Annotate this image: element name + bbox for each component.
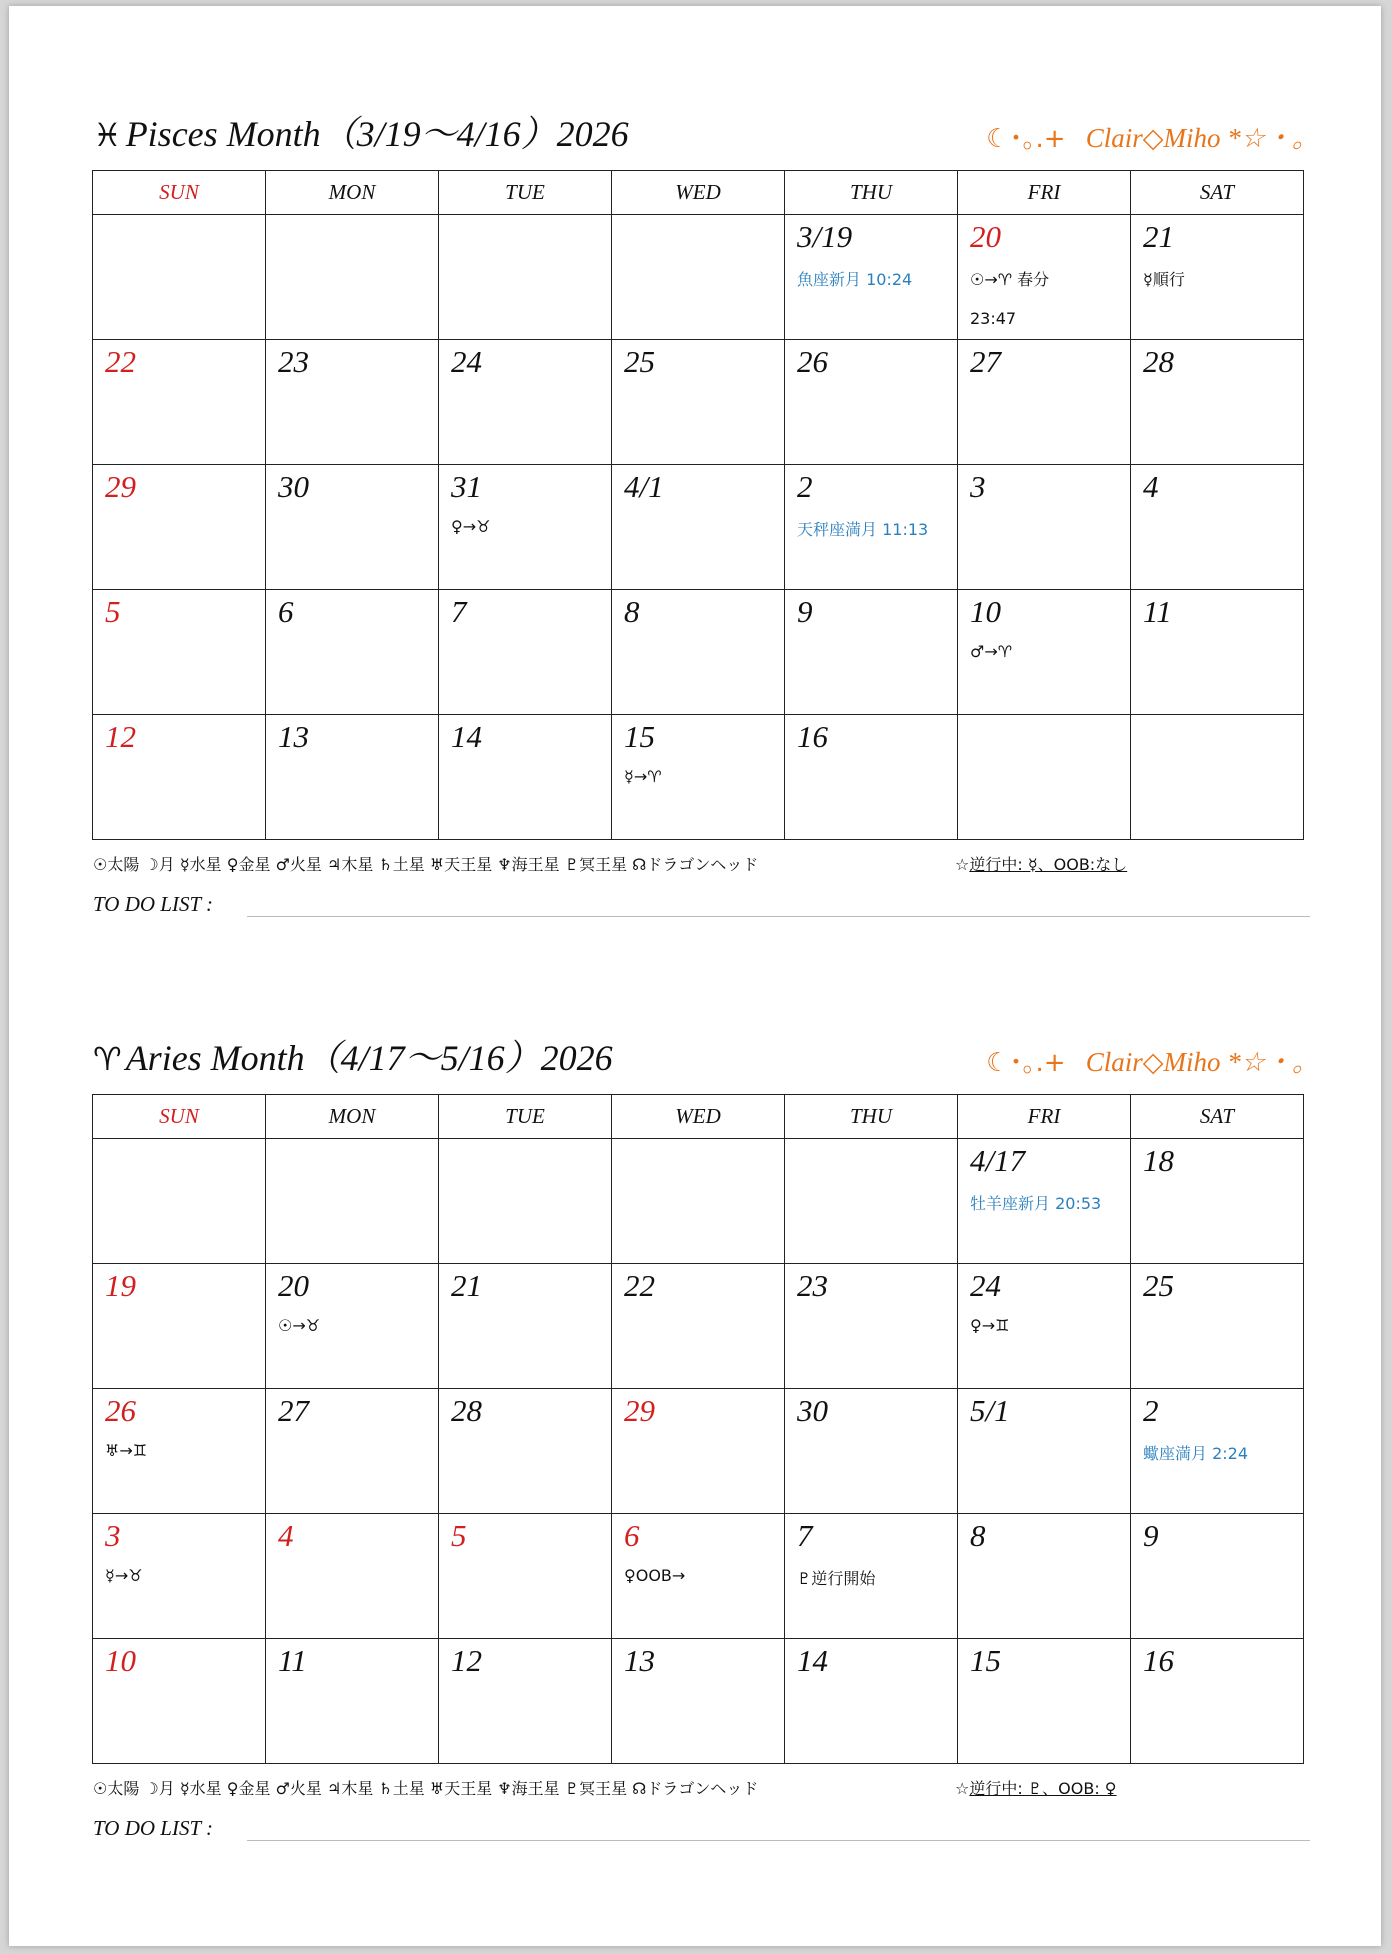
day-number: 15 xyxy=(970,1643,1001,1678)
day-cell xyxy=(266,1264,439,1389)
brand-signature xyxy=(986,116,1319,155)
day-note: ♀→♊ xyxy=(970,1316,1010,1335)
week-row xyxy=(93,465,1304,590)
day-number: 27 xyxy=(970,344,1001,379)
day-cell xyxy=(785,340,958,465)
day-note: 牡羊座新月 20:53 xyxy=(970,1194,1102,1213)
day-cell xyxy=(958,1264,1131,1389)
day-cell xyxy=(266,340,439,465)
day-number: 28 xyxy=(1143,344,1174,379)
day-cell xyxy=(958,465,1131,590)
day-number: 11 xyxy=(1143,594,1172,629)
day-number: 13 xyxy=(624,1643,655,1678)
day-cell xyxy=(439,1514,612,1639)
day-cell xyxy=(439,1139,612,1264)
day-cell xyxy=(1131,1389,1304,1514)
brand-text: Clair◇Miho *☆・。 xyxy=(1085,123,1319,153)
planet-legend: ☉太陽 ☽月 ☿水星 ♀金星 ♂火星 ♃木星 ♄土星 ♅天王星 ♆海王星 ♇冥王星 ☊ドラゴンヘッド xyxy=(93,855,759,874)
day-note: 魚座新月 10:24 xyxy=(797,270,913,289)
day-number: 10 xyxy=(970,594,1001,629)
weekday-header: THU xyxy=(785,171,958,215)
weekday-header: WED xyxy=(612,1095,785,1139)
weekday-header-row xyxy=(93,1095,1304,1139)
day-number: 2 xyxy=(797,469,813,504)
day-number: 25 xyxy=(1143,1268,1174,1303)
day-cell xyxy=(93,1389,266,1514)
retrograde-text: 逆行中: ♇、OOB: ♀ xyxy=(969,1779,1117,1798)
day-number: 12 xyxy=(451,1643,482,1678)
day-cell xyxy=(439,465,612,590)
day-number: 25 xyxy=(624,344,655,379)
day-number: 9 xyxy=(1143,1518,1159,1553)
day-cell xyxy=(93,1514,266,1639)
day-cell xyxy=(266,1389,439,1514)
calendar-body xyxy=(93,1139,1304,1764)
weekday-header: WED xyxy=(612,171,785,215)
day-cell xyxy=(612,340,785,465)
month-title-text: Aries Month（4/17〜5/16）2026 xyxy=(125,1038,613,1078)
day-cell xyxy=(93,1639,266,1764)
week-row xyxy=(93,215,1304,340)
day-cell xyxy=(93,1264,266,1389)
month-section-aries xyxy=(9,930,1381,1840)
day-cell xyxy=(785,1264,958,1389)
day-number: 24 xyxy=(970,1268,1001,1303)
star-icon: ☆ xyxy=(955,855,970,874)
day-cell xyxy=(785,1139,958,1264)
day-number: 12 xyxy=(105,719,136,754)
day-cell xyxy=(785,590,958,715)
day-number: 24 xyxy=(451,344,482,379)
day-number: 2 xyxy=(1143,1393,1159,1428)
day-number: 5 xyxy=(451,1518,467,1553)
day-cell xyxy=(266,1139,439,1264)
day-number: 16 xyxy=(1143,1643,1174,1678)
day-number: 27 xyxy=(278,1393,309,1428)
day-number: 5 xyxy=(105,594,121,629)
day-cell xyxy=(439,1264,612,1389)
day-number: 8 xyxy=(624,594,640,629)
day-number: 6 xyxy=(624,1518,640,1553)
day-cell xyxy=(785,715,958,840)
todo-line[interactable] xyxy=(247,1840,1310,1841)
day-cell xyxy=(1131,715,1304,840)
month-title xyxy=(93,1030,613,1081)
day-number: 20 xyxy=(970,219,1001,254)
day-number: 21 xyxy=(451,1268,482,1303)
month-title xyxy=(93,106,629,157)
weekday-header: MON xyxy=(266,1095,439,1139)
day-note: ☉→♉ xyxy=(278,1316,321,1335)
day-number: 7 xyxy=(797,1518,813,1553)
day-cell xyxy=(958,215,1131,340)
day-number: 4/17 xyxy=(970,1143,1026,1178)
day-cell xyxy=(612,1264,785,1389)
day-cell xyxy=(612,590,785,715)
day-cell xyxy=(958,1639,1131,1764)
week-row xyxy=(93,340,1304,465)
day-note: ☿→♈ xyxy=(624,767,662,786)
day-cell xyxy=(1131,1264,1304,1389)
planet-legend: ☉太陽 ☽月 ☿水星 ♀金星 ♂火星 ♃木星 ♄土星 ♅天王星 ♆海王星 ♇冥王星 ☊ドラゴンヘッド xyxy=(93,1779,759,1798)
day-cell xyxy=(93,590,266,715)
day-note: ♀OOB→ xyxy=(624,1566,686,1585)
day-cell xyxy=(266,215,439,340)
day-cell xyxy=(439,1389,612,1514)
day-number: 29 xyxy=(624,1393,655,1428)
day-cell xyxy=(439,215,612,340)
day-cell xyxy=(785,1514,958,1639)
day-cell xyxy=(1131,215,1304,340)
day-note: 23:47 xyxy=(970,309,1017,328)
pisces-sign-icon: ♓ xyxy=(93,116,122,154)
todo-line[interactable] xyxy=(247,916,1310,917)
calendar-grid xyxy=(92,170,1304,840)
day-note: ☿→♉ xyxy=(105,1566,143,1585)
day-number: 18 xyxy=(1143,1143,1174,1178)
day-note: 蠍座満月 2:24 xyxy=(1143,1444,1249,1463)
day-number: 30 xyxy=(278,469,309,504)
day-note: ♅→♊ xyxy=(105,1441,148,1460)
day-cell xyxy=(958,1514,1131,1639)
star-icon: ☆ xyxy=(955,1779,970,1798)
day-cell xyxy=(266,590,439,715)
day-cell xyxy=(93,1139,266,1264)
todo-label: TO DO LIST : xyxy=(93,892,214,916)
document-page xyxy=(9,6,1381,1946)
day-number: 29 xyxy=(105,469,136,504)
weekday-header: MON xyxy=(266,171,439,215)
month-title-text: Pisces Month（3/19〜4/16）2026 xyxy=(125,114,629,154)
day-cell xyxy=(612,1639,785,1764)
calendar-grid xyxy=(92,1094,1304,1764)
day-cell xyxy=(612,215,785,340)
brand-signature xyxy=(986,1040,1319,1079)
day-cell xyxy=(93,340,266,465)
weekday-header: THU xyxy=(785,1095,958,1139)
day-number: 22 xyxy=(105,344,136,379)
calendar-body xyxy=(93,215,1304,840)
day-number: 14 xyxy=(797,1643,828,1678)
weekday-header-row xyxy=(93,171,1304,215)
day-number: 28 xyxy=(451,1393,482,1428)
week-row xyxy=(93,1389,1304,1514)
retrograde-status xyxy=(955,1776,1117,1799)
day-cell xyxy=(1131,465,1304,590)
day-cell xyxy=(439,715,612,840)
day-note: ☉→♈ 春分 xyxy=(970,270,1050,289)
day-number: 23 xyxy=(797,1268,828,1303)
day-cell xyxy=(266,715,439,840)
day-cell xyxy=(1131,1639,1304,1764)
day-cell xyxy=(93,465,266,590)
day-number: 22 xyxy=(624,1268,655,1303)
day-cell xyxy=(958,340,1131,465)
day-cell xyxy=(1131,1139,1304,1264)
day-number: 14 xyxy=(451,719,482,754)
day-cell xyxy=(612,1139,785,1264)
weekday-header: SUN xyxy=(93,1095,266,1139)
week-row xyxy=(93,715,1304,840)
day-number: 31 xyxy=(451,469,482,504)
day-note: ☿順行 xyxy=(1143,270,1185,289)
retrograde-text: 逆行中: ☿、OOB:なし xyxy=(969,855,1128,874)
brand-text: Clair◇Miho *☆・。 xyxy=(1085,1047,1319,1077)
day-number: 13 xyxy=(278,719,309,754)
day-number: 4 xyxy=(1143,469,1159,504)
day-cell xyxy=(958,590,1131,715)
day-cell xyxy=(93,715,266,840)
weekday-header: SUN xyxy=(93,171,266,215)
day-cell xyxy=(785,465,958,590)
aries-sign-icon: ♈ xyxy=(93,1040,122,1078)
day-number: 3 xyxy=(105,1518,121,1553)
day-number: 4/1 xyxy=(624,469,664,504)
retrograde-status xyxy=(955,852,1127,875)
day-note: ♀→♉ xyxy=(451,517,491,536)
day-cell xyxy=(612,1389,785,1514)
day-number: 26 xyxy=(105,1393,136,1428)
day-cell xyxy=(612,465,785,590)
day-cell xyxy=(266,465,439,590)
week-row xyxy=(93,1514,1304,1639)
day-cell xyxy=(439,340,612,465)
day-cell xyxy=(439,1639,612,1764)
day-cell xyxy=(612,1514,785,1639)
weekday-header: FRI xyxy=(958,1095,1131,1139)
week-row xyxy=(93,1139,1304,1264)
day-cell xyxy=(958,1389,1131,1514)
day-number: 19 xyxy=(105,1268,136,1303)
day-number: 10 xyxy=(105,1643,136,1678)
day-note: 天秤座満月 11:13 xyxy=(797,520,929,539)
day-cell xyxy=(266,1514,439,1639)
day-note: ♇逆行開始 xyxy=(797,1569,876,1588)
day-number: 4 xyxy=(278,1518,294,1553)
day-number: 20 xyxy=(278,1268,309,1303)
day-cell xyxy=(785,1639,958,1764)
week-row xyxy=(93,1639,1304,1764)
weekday-header: FRI xyxy=(958,171,1131,215)
day-number: 8 xyxy=(970,1518,986,1553)
day-number: 5/1 xyxy=(970,1393,1010,1428)
day-cell xyxy=(958,715,1131,840)
day-cell xyxy=(266,1639,439,1764)
week-row xyxy=(93,1264,1304,1389)
day-cell xyxy=(93,215,266,340)
day-number: 21 xyxy=(1143,219,1174,254)
day-cell xyxy=(612,715,785,840)
weekday-header: TUE xyxy=(439,1095,612,1139)
day-note: ♂→♈ xyxy=(970,642,1013,661)
day-cell xyxy=(1131,1514,1304,1639)
todo-label: TO DO LIST : xyxy=(93,1816,214,1840)
day-cell xyxy=(439,590,612,715)
day-number: 23 xyxy=(278,344,309,379)
day-cell xyxy=(785,215,958,340)
day-number: 11 xyxy=(278,1643,307,1678)
day-number: 15 xyxy=(624,719,655,754)
day-cell xyxy=(785,1389,958,1514)
day-number: 9 xyxy=(797,594,813,629)
month-section-pisces xyxy=(9,6,1381,916)
weekday-header: SAT xyxy=(1131,1095,1304,1139)
week-row xyxy=(93,590,1304,715)
day-number: 16 xyxy=(797,719,828,754)
day-number: 6 xyxy=(278,594,294,629)
day-cell xyxy=(1131,590,1304,715)
weekday-header: SAT xyxy=(1131,171,1304,215)
day-number: 3 xyxy=(970,469,986,504)
crescent-moon-icon: ☾･｡.+ xyxy=(986,124,1066,154)
day-cell xyxy=(958,1139,1131,1264)
day-cell xyxy=(1131,340,1304,465)
weekday-header: TUE xyxy=(439,171,612,215)
day-number: 30 xyxy=(797,1393,828,1428)
day-number: 7 xyxy=(451,594,467,629)
day-number: 3/19 xyxy=(797,219,853,254)
day-number: 26 xyxy=(797,344,828,379)
crescent-moon-icon: ☾･｡.+ xyxy=(986,1048,1066,1078)
